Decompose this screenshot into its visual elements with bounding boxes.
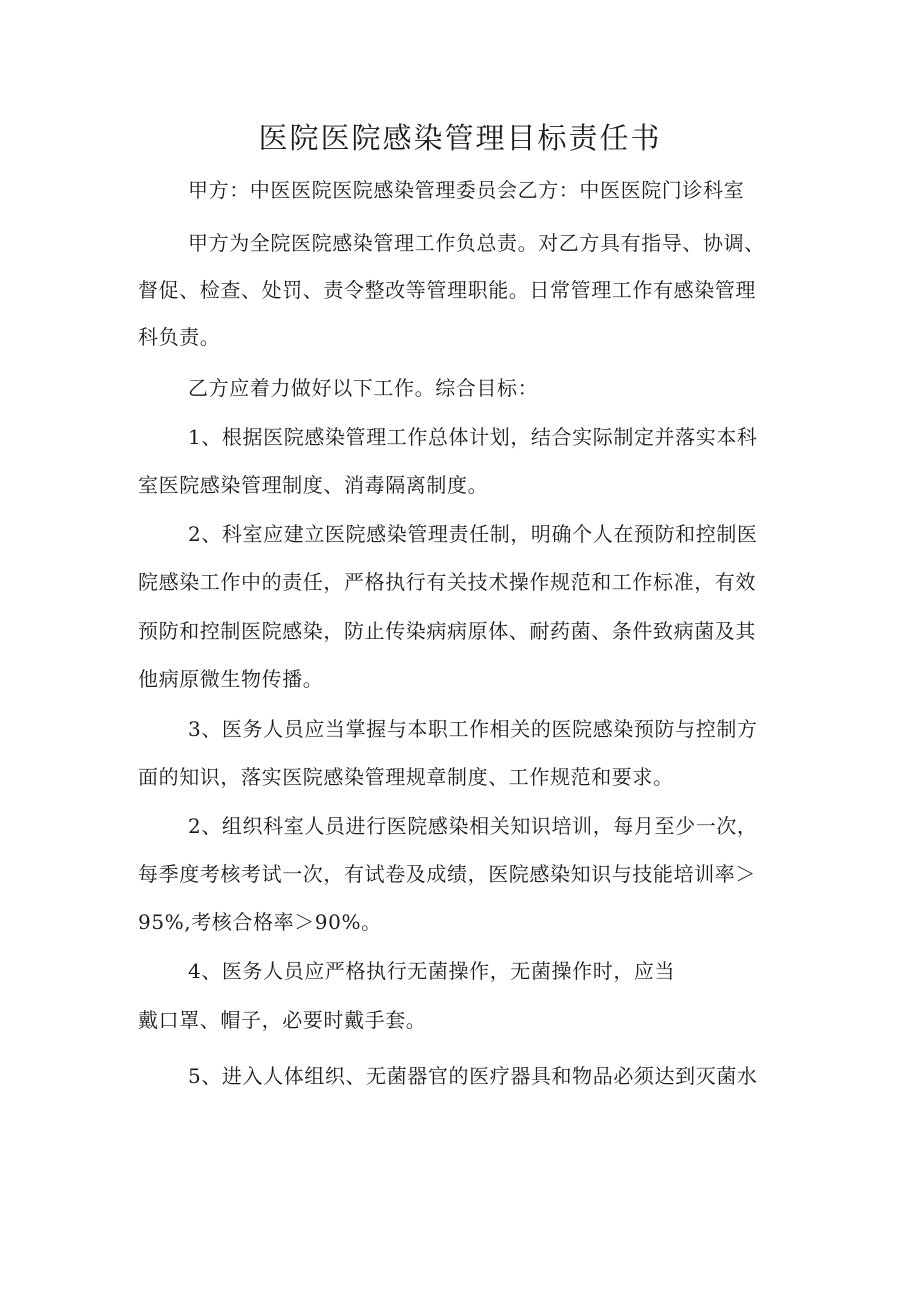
paragraph-line: 4、医务人员应严格执行无菌操作，无菌操作时，应当 xyxy=(188,959,676,983)
paragraph-line: 科负责。 xyxy=(138,325,221,349)
paragraph-line: 2、组织科室人员进行医院感染相关知识培训，每月至少一次， xyxy=(188,814,758,838)
paragraph-line: 室医院感染管理制度、消毒隔离制度。 xyxy=(138,473,489,497)
paragraph-line: 乙方应着力做好以下工作。综合目标： xyxy=(188,376,539,400)
paragraph-line: 95%,考核合格率＞90%。 xyxy=(138,910,382,934)
paragraph-line: 戴口罩、帽子，必要时戴手套。 xyxy=(138,1008,427,1032)
paragraph-line: 1、根据医院感染管理工作总体计划，结合实际制定并落实本科 xyxy=(188,425,758,449)
paragraph-line: 2、科室应建立医院感染管理责任制，明确个人在预防和控制医 xyxy=(188,522,758,546)
party-line: 甲方：中医医院医院感染管理委员会乙方：中医医院门诊科室 xyxy=(188,178,745,202)
paragraph-line: 5、进入人体组织、无菌器官的医疗器具和物品必须达到灭菌水 xyxy=(188,1064,758,1088)
paragraph-line: 督促、检查、处罚、责令整改等管理职能。日常管理工作有感染管理 xyxy=(138,278,756,302)
paragraph-line: 他病原微生物传播。 xyxy=(138,667,324,691)
paragraph-line: 3、医务人员应当掌握与本职工作相关的医院感染预防与控制方 xyxy=(188,717,758,741)
paragraph-line: 甲方为全院医院感染管理工作负总责。对乙方具有指导、协调、 xyxy=(188,231,765,255)
paragraph-line: 预防和控制医院感染，防止传染病病原体、耐药菌、条件致病菌及其 xyxy=(138,619,756,643)
document-title: 医院医院感染管理目标责任书 xyxy=(258,121,662,155)
paragraph-line: 每季度考核考试一次，有试卷及成绩，医院感染知识与技能培训率＞ xyxy=(138,862,756,886)
paragraph-line: 院感染工作中的责任，严格执行有关技术操作规范和工作标准，有效 xyxy=(138,570,756,594)
paragraph-line: 面的知识，落实医院感染管理规章制度、工作规范和要求。 xyxy=(138,765,674,789)
